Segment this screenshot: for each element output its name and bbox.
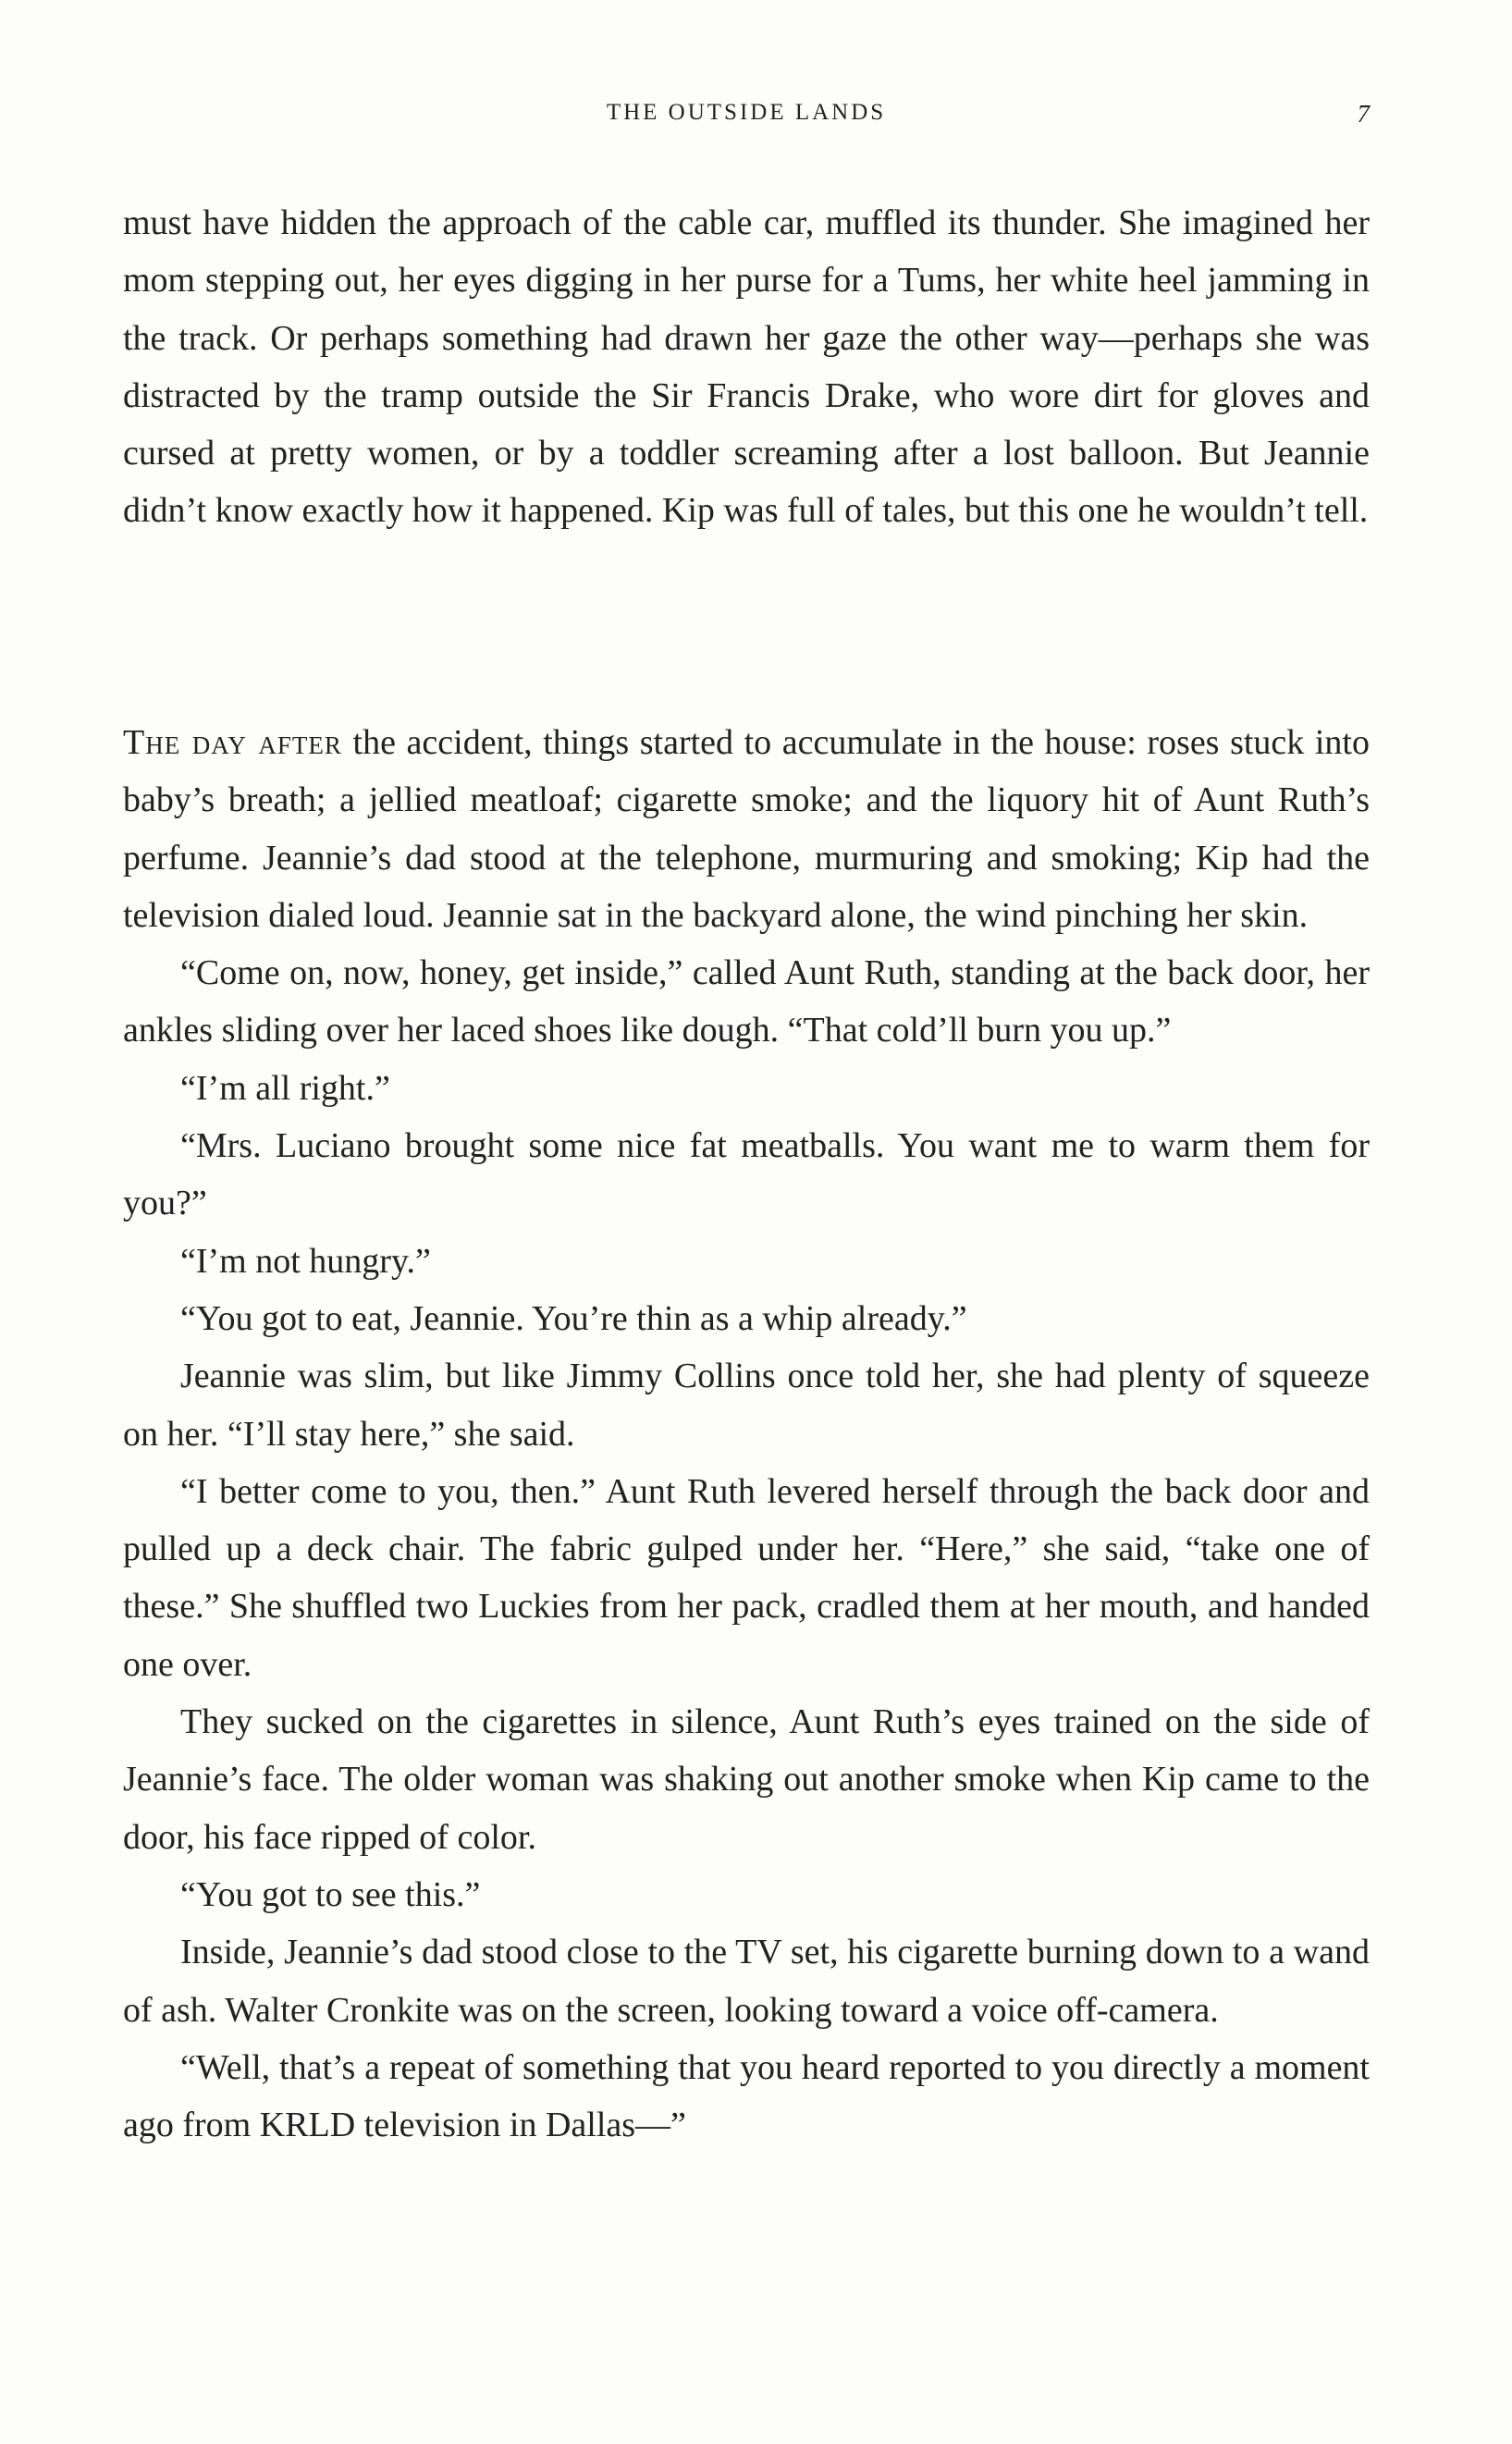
paragraph: “Well, that’s a repeat of something that you heard reported to you directly a moment ago from KRLD television in Dallas—” — [123, 2047, 1370, 2145]
section-two — [123, 714, 1370, 2154]
paragraph: “I’m all right.” — [180, 1068, 390, 1108]
running-head — [123, 100, 1370, 137]
paragraph: Inside, Jeannie’s dad stood close to the TV set, his cigarette burning down to a wand of ash. Walter Cronkite was on the screen, looking toward a voice off-camera. — [123, 1933, 1370, 2030]
paragraph: “You got to see this.” — [180, 1874, 481, 1914]
running-title: THE OUTSIDE LANDS — [606, 100, 887, 125]
paragraph: “Come on, now, honey, get inside,” called Aunt Ruth, standing at the back door, her ankles sliding over her laced shoes like dough. “That cold’ll burn you up.” — [123, 953, 1370, 1050]
paragraph: Jeannie was slim, but like Jimmy Collins once told her, she had plenty of squeeze on her. “I’ll stay here,” she said. — [123, 1357, 1370, 1454]
paragraph: They sucked on the cigarettes in silence, Aunt Ruth’s eyes trained on the side of Jeannie’s face. The older woman was shaking out another smoke when Kip came to the door, his face ripped of color. — [123, 1702, 1370, 1857]
paragraph: “I better come to you, then.” Aunt Ruth levered herself through the back door and pulled up a deck chair. The fabric gulped under her. “Here,” she said, “take one of these.” She shuffled two Luckies from her pack, cradled them at her mouth, and handed one over. — [123, 1471, 1370, 1684]
paragraph: “Mrs. Luciano brought some nice fat meatballs. You want me to warm them for you?” — [123, 1126, 1370, 1223]
small-caps-lead-in: The day after — [123, 723, 342, 762]
paragraph: must have hidden the approach of the cable car, muffled its thunder. She imagined her mom stepping out, her eyes digging in her purse for a Tums, her white heel jamming in the track. Or perhaps something had drawn her gaze the other way—perhaps she was distracted by the tramp outside the Sir Francis Drake, who wore dirt for gloves and cursed at pretty women, or by a toddler screaming after a lost balloon. But Jeannie didn’t know exactly how it happened. Kip was full of tales, but this one he wouldn’t tell. — [123, 203, 1370, 531]
section-one — [123, 194, 1370, 540]
paragraph: “You got to eat, Jeannie. You’re thin as a whip already.” — [180, 1298, 967, 1338]
paragraph: “I’m not hungry.” — [180, 1241, 431, 1281]
section-opening-paragraph — [123, 714, 1370, 944]
page-number: 7 — [1357, 100, 1370, 128]
opening-paragraph-text: the accident, things started to accumulate in the house: roses stuck into baby’s breath; a jellied meatloaf; cigarette smoke; and the liquory hit of Aunt Ruth’s perfume. Jeannie’s dad stood at the telephone, murmuring and smoking; Kip had the television dialed loud. Jeannie sat in the backyard alone, the wind pinching her skin. — [123, 723, 1370, 935]
